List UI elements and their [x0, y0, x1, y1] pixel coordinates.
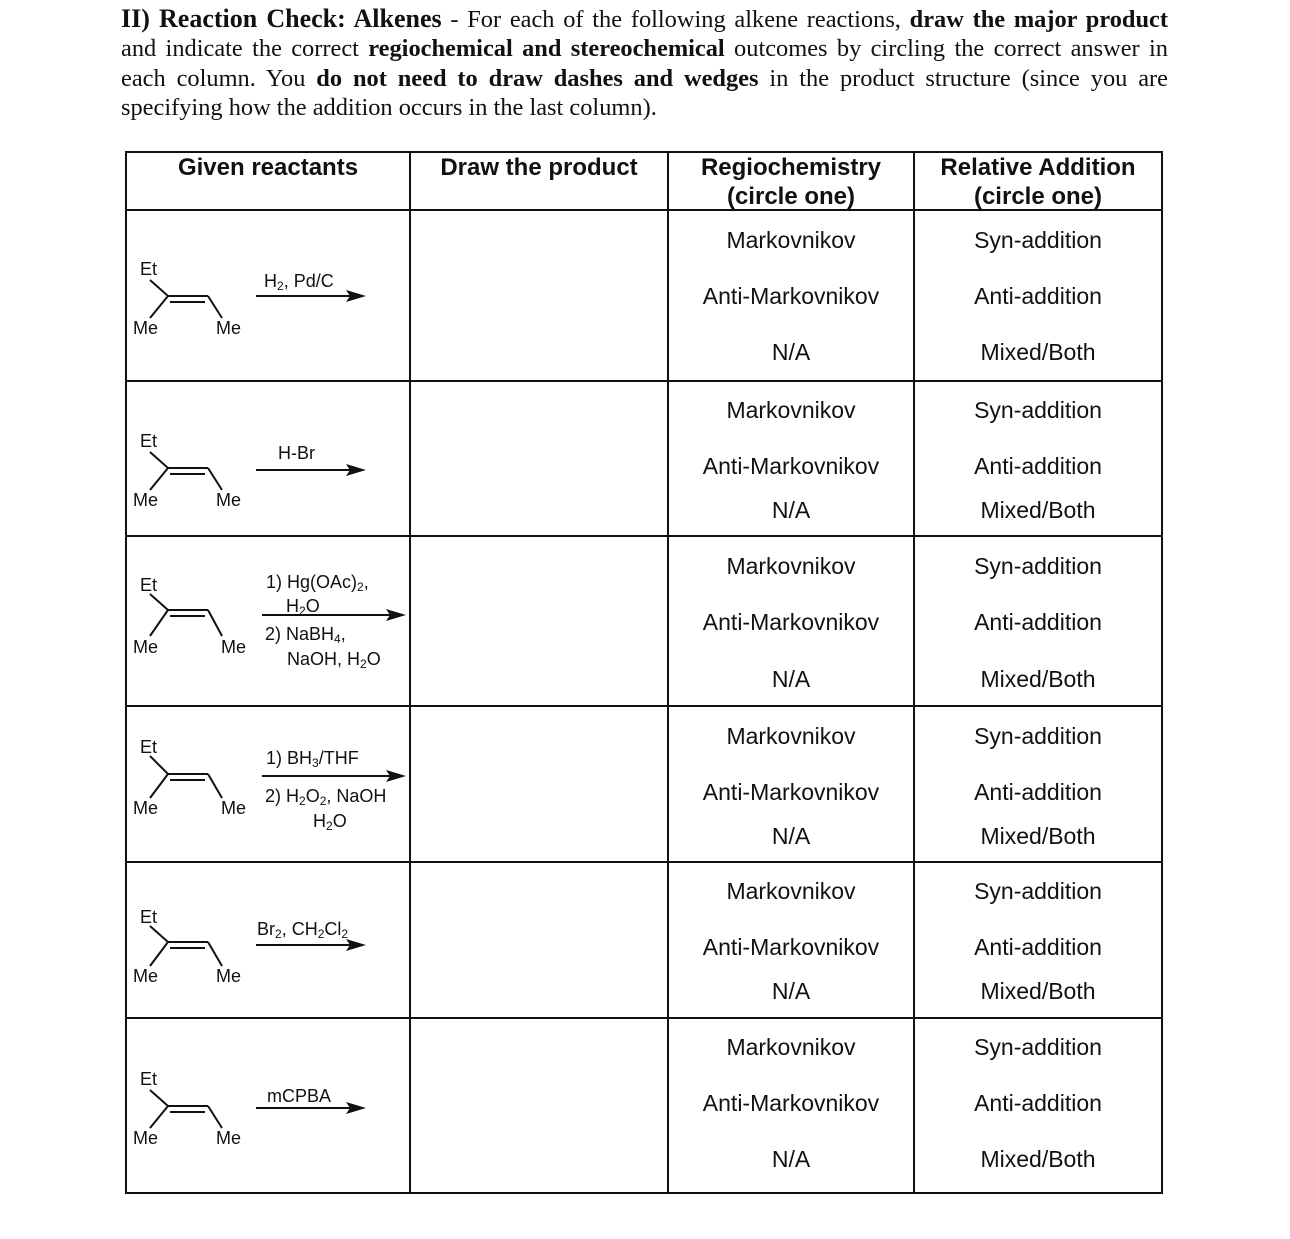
row5-rel-syn[interactable]: Syn-addition: [974, 878, 1102, 904]
row3-me-left: Me: [133, 637, 159, 657]
row6-reagent: mCPBA: [267, 1086, 332, 1106]
row2-regio-markovnikov[interactable]: Markovnikov: [726, 397, 856, 423]
row2-me-right: Me: [216, 490, 242, 510]
row5-regio-markovnikov[interactable]: Markovnikov: [726, 878, 856, 904]
row1-regio-anti-markovnikov[interactable]: Anti-Markovnikov: [702, 283, 880, 309]
row6-me-left: Me: [133, 1128, 159, 1148]
instruction-text: and indicate the correct: [121, 35, 369, 63]
row4-regio-na[interactable]: N/A: [771, 823, 811, 849]
row5-me-left: Me: [133, 966, 159, 986]
row3-rel-anti[interactable]: Anti-addition: [974, 609, 1102, 635]
row6-me-right: Me: [216, 1128, 242, 1148]
row5-regio-na[interactable]: N/A: [771, 978, 811, 1004]
row2-reagent: H-Br: [278, 443, 315, 463]
row2-rel-syn[interactable]: Syn-addition: [974, 397, 1102, 423]
row3-me-right: Me: [221, 637, 247, 657]
header-draw-product: Draw the product: [440, 154, 638, 181]
instruction-text: - For each of the following alkene reactions,: [441, 6, 910, 33]
row3-rel-syn[interactable]: Syn-addition: [974, 553, 1102, 579]
row1-rel-syn[interactable]: Syn-addition: [974, 227, 1102, 253]
row4-me-right: Me: [221, 798, 247, 818]
header-relative-addition-sub: (circle one): [973, 183, 1103, 210]
row6-rel-mixed[interactable]: Mixed/Both: [980, 1146, 1096, 1172]
row3-rel-mixed[interactable]: Mixed/Both: [980, 666, 1096, 692]
header-regiochemistry: Regiochemistry: [700, 154, 882, 181]
instruction-text: in the product structure (since you are specifying how the addition occurs in the last column).: [121, 64, 1169, 122]
row4-regio-markovnikov[interactable]: Markovnikov: [726, 723, 856, 749]
row2-rel-mixed[interactable]: Mixed/Both: [980, 497, 1096, 523]
row6-regio-anti-markovnikov[interactable]: Anti-Markovnikov: [702, 1090, 880, 1116]
row6-et: Et: [140, 1069, 158, 1089]
row2-regio-na[interactable]: N/A: [771, 497, 811, 523]
row4-rel-syn[interactable]: Syn-addition: [974, 723, 1102, 749]
header-given-reactants: Given reactants: [177, 154, 359, 181]
row6-rel-anti[interactable]: Anti-addition: [974, 1090, 1102, 1116]
row1-me-left: Me: [133, 318, 159, 338]
row3-regio-anti-markovnikov[interactable]: Anti-Markovnikov: [702, 609, 880, 635]
row4-regio-anti-markovnikov[interactable]: Anti-Markovnikov: [702, 779, 880, 805]
instruction-bold: draw the major product: [909, 6, 1168, 33]
row5-regio-anti-markovnikov[interactable]: Anti-Markovnikov: [702, 934, 880, 960]
header-regiochemistry-sub: (circle one): [726, 183, 856, 210]
row3-regio-markovnikov[interactable]: Markovnikov: [726, 553, 856, 579]
section-title: II) Reaction Check: Alkenes: [121, 4, 442, 33]
row3-reagent-line1: 1) $Hg(OAc)_2$,: [266, 572, 369, 594]
row6-regio-markovnikov[interactable]: Markovnikov: [726, 1034, 856, 1060]
instruction-bold: do not need to draw dashes and wedges: [316, 64, 759, 92]
row5-reagent: $Br_2$, $CH_2Cl_2$: [257, 919, 349, 941]
row4-reagent-line2: 2) $H_2O_2$, NaOH: [265, 786, 387, 808]
row4-reagent-line3: $H_2O$: [313, 811, 347, 833]
header-relative-addition: Relative Addition: [940, 154, 1136, 181]
instruction-text: outcomes by circling the correct answer in each column. You: [121, 35, 1168, 92]
row3-et: Et: [140, 575, 158, 595]
row3-regio-na[interactable]: N/A: [771, 666, 811, 692]
row3-reagent-line3: 2) NaBH$_4$,: [265, 624, 346, 646]
row6-regio-na[interactable]: N/A: [771, 1146, 811, 1172]
row1-et: Et: [140, 259, 158, 279]
row2-me-left: Me: [133, 490, 159, 510]
row1-me-right: Me: [216, 318, 242, 338]
row6-rel-syn[interactable]: Syn-addition: [974, 1034, 1102, 1060]
row1-rel-mixed[interactable]: Mixed/Both: [980, 339, 1096, 365]
row4-et: Et: [140, 737, 158, 757]
row5-me-right: Me: [216, 966, 242, 986]
instruction-bold: regiochemical and stereochemical: [368, 35, 725, 63]
row4-rel-anti[interactable]: Anti-addition: [974, 779, 1102, 805]
row4-rel-mixed[interactable]: Mixed/Both: [980, 823, 1096, 849]
row2-regio-anti-markovnikov[interactable]: Anti-Markovnikov: [702, 453, 880, 479]
row1-reagent: $H_2$, Pd/C: [264, 271, 334, 293]
row4-me-left: Me: [133, 798, 159, 818]
row3-reagent-line4: NaOH, $H_2O$: [287, 649, 381, 671]
row2-et: Et: [140, 431, 158, 451]
row1-regio-na[interactable]: N/A: [771, 339, 811, 365]
row1-regio-markovnikov[interactable]: Markovnikov: [726, 227, 856, 253]
row3-reagent-line2: $H_2O$: [286, 596, 320, 618]
row5-et: Et: [140, 907, 158, 927]
row1-rel-anti[interactable]: Anti-addition: [974, 283, 1102, 309]
row2-rel-anti[interactable]: Anti-addition: [974, 453, 1102, 479]
row4-reagent-line1: 1) $BH_3$/THF: [266, 748, 359, 770]
row5-rel-anti[interactable]: Anti-addition: [974, 934, 1102, 960]
row5-rel-mixed[interactable]: Mixed/Both: [980, 978, 1096, 1004]
